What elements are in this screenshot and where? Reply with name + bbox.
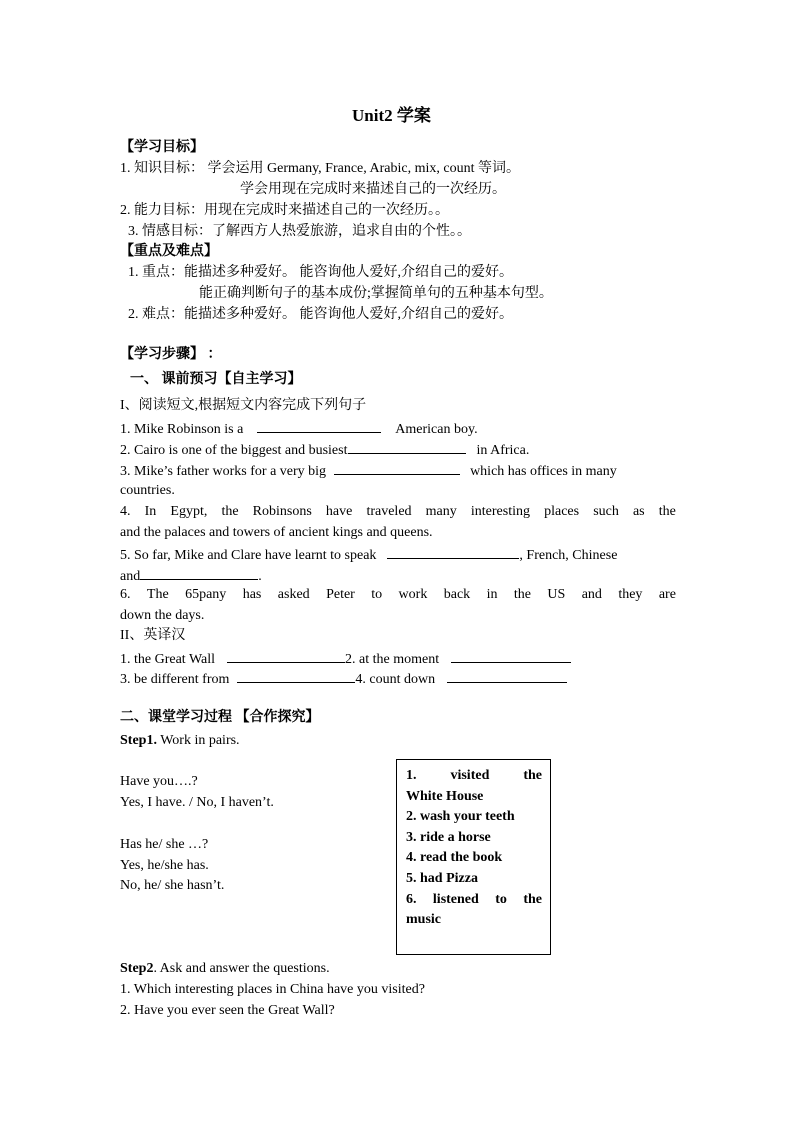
activity-item-6 <box>406 890 542 911</box>
key-points-heading: 【重点及难点】 <box>120 244 218 259</box>
step2-question-2: 2. Have you ever seen the Great Wall? <box>120 1003 335 1018</box>
question-5 <box>120 544 617 566</box>
step2-text: . Ask and answer the questions. <box>153 961 330 976</box>
word: back <box>443 587 471 602</box>
question-5-and: and <box>120 569 141 584</box>
answer-blank[interactable] <box>227 648 345 663</box>
word: The <box>146 587 169 602</box>
question-4-cont: and the palaces and towers of ancient kings and queens. <box>120 525 433 540</box>
word: have <box>325 504 353 519</box>
objective-ability: 2. 能力目标：用现在完成时来描述自己的一次经历。。 <box>120 203 449 218</box>
question-5-text: 5. So far, Mike and Clare have learnt to speak <box>120 548 377 563</box>
step1 <box>120 731 240 751</box>
answer-blank[interactable] <box>237 668 355 683</box>
question-3-text: 3. Mike’s father works for a very big <box>120 464 327 479</box>
objective-emotion: 3. 情感目标：了解西方人热爱旅游，追求自由的个性。。 <box>128 224 471 239</box>
preview-heading: 一、 课前预习【自主学习】 <box>130 372 302 387</box>
question-1-tail: American boy. <box>395 422 478 437</box>
word: 4. <box>120 504 131 519</box>
step2-label: Step2 <box>120 961 154 976</box>
objective-knowledge: 1. 知识目标： 学会运用 Germany, France, Arabic, mix, count 等词。 <box>120 161 520 176</box>
activity-item-6-word: the <box>523 891 542 907</box>
dialogue-line-2: Yes, I have. / No, I haven’t. <box>120 795 274 810</box>
word: in <box>486 587 498 602</box>
answer-blank[interactable] <box>451 648 571 663</box>
question-3-cont: countries. <box>120 483 175 498</box>
word: Peter <box>326 587 355 602</box>
reading-part-heading: I、阅读短文,根据短文内容完成下列句子 <box>120 398 367 413</box>
dialogue-line-3: Has he/ she …? <box>120 837 209 852</box>
word: they <box>618 587 643 602</box>
activity-item-1-word: the <box>523 768 542 783</box>
activity-item-5: 5. had Pizza <box>406 870 478 886</box>
question-5-tail: , French, Chinese <box>519 548 618 563</box>
objectives-heading: 【学习目标】 <box>120 140 204 155</box>
answer-blank[interactable] <box>447 668 567 683</box>
word: US <box>547 587 566 602</box>
word: Robinsons <box>252 504 312 519</box>
translation-4: 4. count down <box>355 672 436 687</box>
translation-row-2 <box>120 668 567 690</box>
translation-2: 2. at the moment <box>345 652 440 667</box>
word: the <box>221 504 239 519</box>
activity-box <box>396 759 551 955</box>
word: 65pany <box>185 587 227 602</box>
translation-3: 3. be different from <box>120 672 230 687</box>
key-point-1b: 能正确判断句子的基本成份;掌握简单句的五种基本句型。 <box>199 286 553 301</box>
word: and <box>581 587 602 602</box>
activity-item-1-cont: White House <box>406 788 484 804</box>
key-point-1: 1. 重点：能描述多种爱好。 能咨询他人爱好,介绍自己的爱好。 <box>128 265 513 280</box>
question-2-text: 2. Cairo is one of the biggest and busiest <box>120 443 348 458</box>
activity-item-1 <box>406 766 542 787</box>
word: as <box>632 504 645 519</box>
question-3 <box>120 460 617 482</box>
step1-label: Step1. <box>120 733 157 748</box>
page-title: Unit2 学案 <box>352 106 431 125</box>
word: such <box>593 504 619 519</box>
word: many <box>425 504 457 519</box>
answer-blank[interactable] <box>348 439 466 454</box>
word: interesting <box>470 504 530 519</box>
dialogue-line-1: Have you….? <box>120 774 198 789</box>
word: to <box>371 587 383 602</box>
question-4 <box>120 502 676 522</box>
word: 6. <box>120 587 131 602</box>
objective-knowledge-2: 学会用现在完成时来描述自己的一次经历。 <box>240 182 506 197</box>
question-1-text: 1. Mike Robinson is a <box>120 422 244 437</box>
activity-item-1-word: visited <box>450 768 490 783</box>
word: Egypt, <box>170 504 208 519</box>
translation-1: 1. the Great Wall <box>120 652 216 667</box>
step2-question-1: 1. Which interesting places in China have you visited? <box>120 982 425 997</box>
question-1 <box>120 418 478 440</box>
word: are <box>658 587 676 602</box>
activity-item-4: 4. read the book <box>406 850 503 866</box>
translation-part-heading: II、英译汉 <box>120 628 186 643</box>
question-2 <box>120 439 529 461</box>
question-6-cont: down the days. <box>120 608 205 623</box>
word: the <box>658 504 676 519</box>
question-5-end: . <box>258 569 262 584</box>
word: the <box>513 587 531 602</box>
activity-item-6-word: to <box>495 891 507 907</box>
key-point-2: 2. 难点：能描述多种爱好。 能咨询他人爱好,介绍自己的爱好。 <box>128 307 513 322</box>
dialogue-line-5: No, he/ she hasn’t. <box>120 878 225 893</box>
question-6 <box>120 585 676 605</box>
word: work <box>398 587 428 602</box>
word: asked <box>277 587 310 602</box>
word: traveled <box>366 504 412 519</box>
steps-heading: 【学习步骤】 ： <box>120 347 222 362</box>
translation-row-1 <box>120 648 571 670</box>
word: has <box>242 587 262 602</box>
question-3-tail: which has offices in many <box>470 464 617 479</box>
activity-item-6-word: listened <box>432 891 479 907</box>
word: places <box>544 504 580 519</box>
answer-blank[interactable] <box>387 544 519 559</box>
answer-blank[interactable] <box>257 418 381 433</box>
dialogue-line-4: Yes, he/she has. <box>120 858 209 873</box>
step1-text: Work in pairs. <box>156 733 240 748</box>
classroom-heading: 二、课堂学习过程 【合作探究】 <box>120 710 320 725</box>
word: In <box>144 504 157 519</box>
activity-item-3: 3. ride a horse <box>406 829 491 845</box>
answer-blank[interactable] <box>334 460 460 475</box>
activity-item-6-num: 6. <box>406 891 417 907</box>
activity-item-6-cont: music <box>406 912 441 928</box>
step2 <box>120 959 330 979</box>
answer-blank[interactable] <box>140 565 258 580</box>
activity-item-2: 2. wash your teeth <box>406 809 515 825</box>
question-2-tail: in Africa. <box>476 443 530 458</box>
question-5-cont <box>120 565 262 587</box>
activity-item-1-num: 1. <box>406 768 417 783</box>
